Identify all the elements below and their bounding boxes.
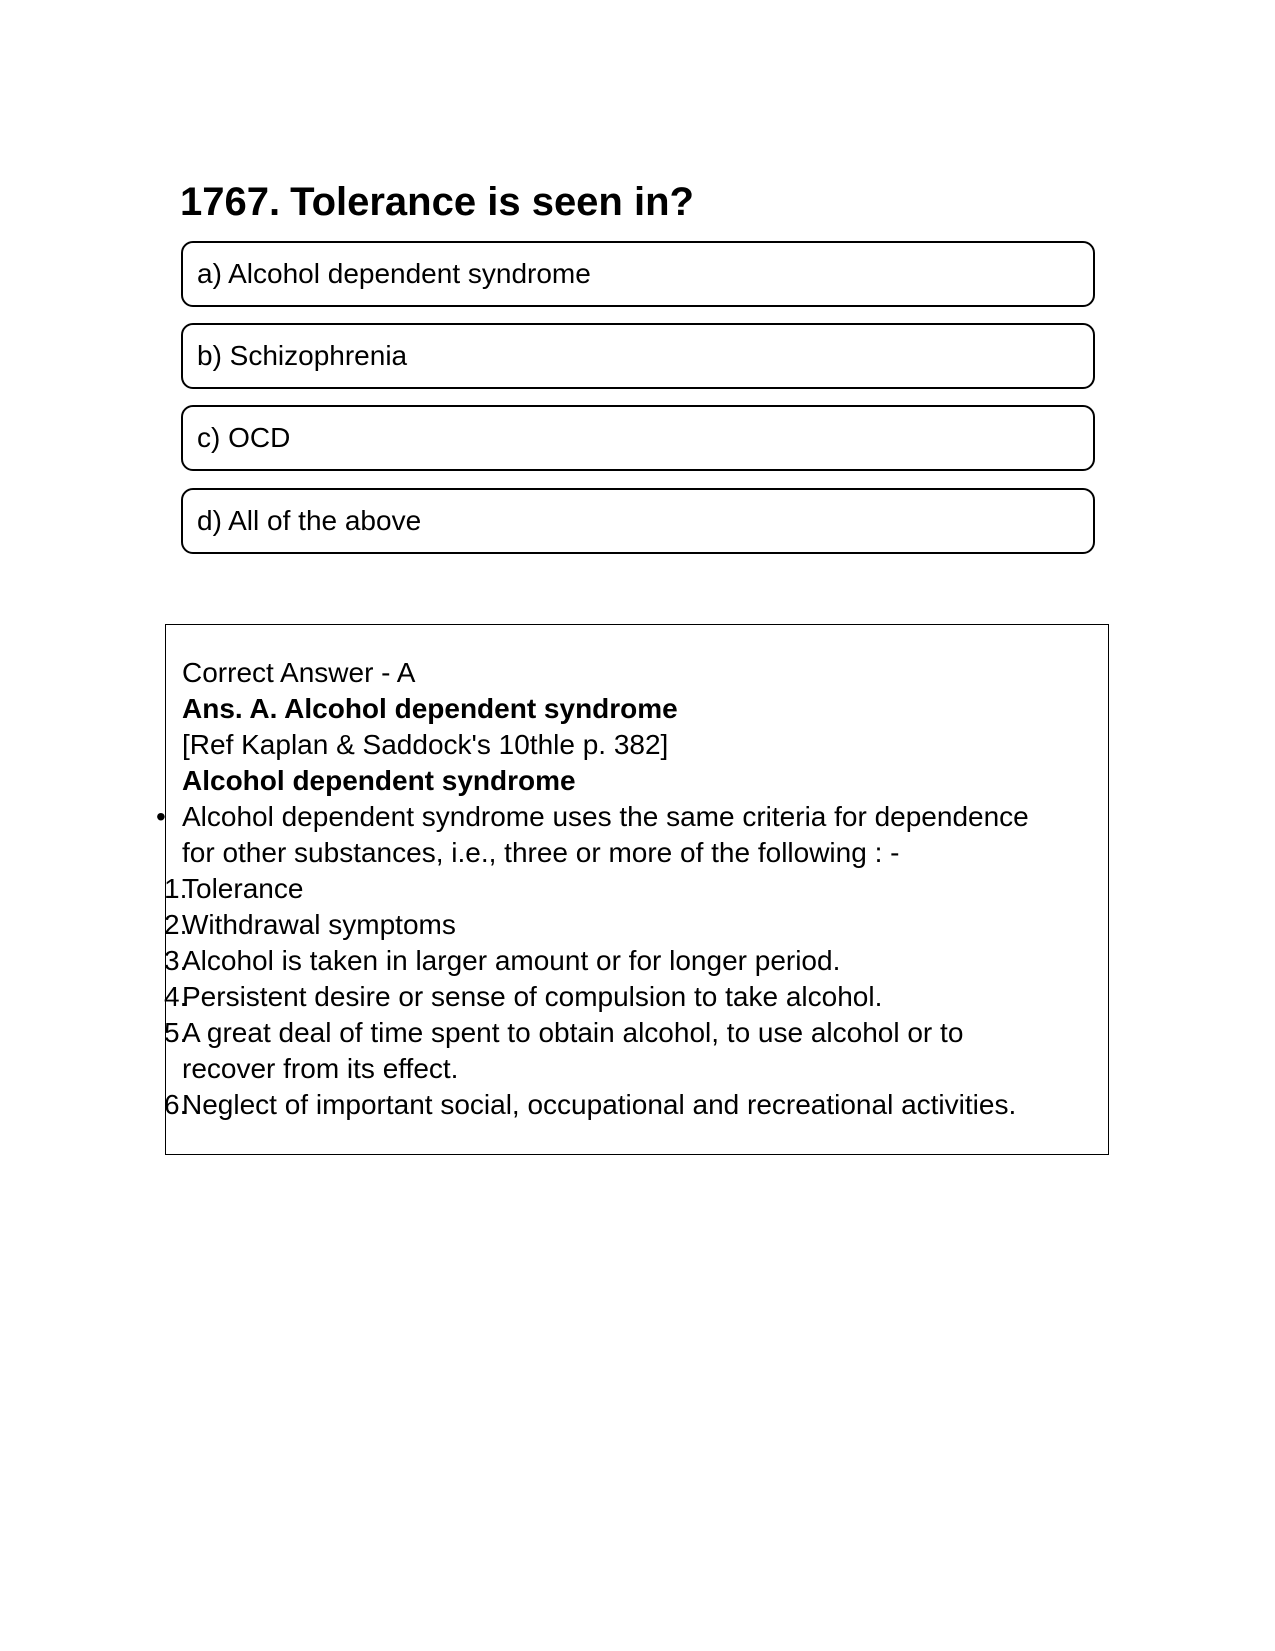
criteria-marker: 5.	[164, 1017, 188, 1048]
option-b[interactable]	[181, 323, 1095, 389]
question-text: Tolerance is seen in?	[290, 180, 694, 224]
criteria-text: Persistent desire or sense of compulsion to take alcohol.	[182, 981, 883, 1012]
criteria-item-1	[164, 871, 1092, 907]
criteria-text: Alcohol is taken in larger amount or for longer period.	[182, 945, 841, 976]
criteria-text: Withdrawal symptoms	[182, 909, 456, 940]
criteria-item-4	[164, 979, 1092, 1015]
bullet-item	[156, 799, 1092, 871]
criteria-text: Neglect of important social, occupational and recreational activities.	[182, 1089, 1017, 1120]
criteria-item-6	[164, 1087, 1092, 1123]
criteria-item-5	[164, 1015, 1092, 1087]
criteria-marker: 6.	[164, 1089, 188, 1120]
criteria-item-2	[164, 907, 1092, 943]
criteria-item-3	[164, 943, 1092, 979]
option-b-label: b) Schizophrenia	[197, 340, 408, 371]
option-a[interactable]	[181, 241, 1095, 307]
bullet-text-line-2: for other substances, i.e., three or more of the following : -	[182, 837, 900, 868]
option-c[interactable]	[181, 405, 1095, 471]
option-d-label: d) All of the above	[197, 505, 422, 536]
option-a-label: a) Alcohol dependent syndrome	[197, 258, 591, 289]
criteria-text: Tolerance	[182, 873, 304, 904]
criteria-marker: 2.	[164, 909, 188, 940]
criteria-text: A great deal of time spent to obtain alcohol, to use alcohol or to	[182, 1017, 964, 1048]
answer-heading: Ans. A. Alcohol dependent syndrome	[182, 693, 678, 724]
bullet-dot-icon: •	[156, 801, 166, 832]
answer-content	[156, 655, 1092, 1123]
reference: [Ref Kaplan & Saddock's 10thle p. 382]	[182, 729, 669, 760]
option-d[interactable]	[181, 488, 1095, 554]
section-heading: Alcohol dependent syndrome	[182, 765, 576, 796]
question-number: 1767.	[180, 180, 281, 224]
question-title	[180, 176, 694, 228]
bullet-text-line-1: Alcohol dependent syndrome uses the same criteria for dependence	[182, 801, 1029, 832]
criteria-marker: 4.	[164, 981, 188, 1012]
answer-explanation-box	[156, 624, 1109, 1155]
criteria-text-continued: recover from its effect.	[182, 1053, 459, 1084]
option-c-label: c) OCD	[197, 422, 291, 453]
correct-answer: Correct Answer - A	[182, 657, 416, 688]
criteria-marker: 3.	[164, 945, 188, 976]
criteria-marker: 1.	[164, 873, 188, 904]
